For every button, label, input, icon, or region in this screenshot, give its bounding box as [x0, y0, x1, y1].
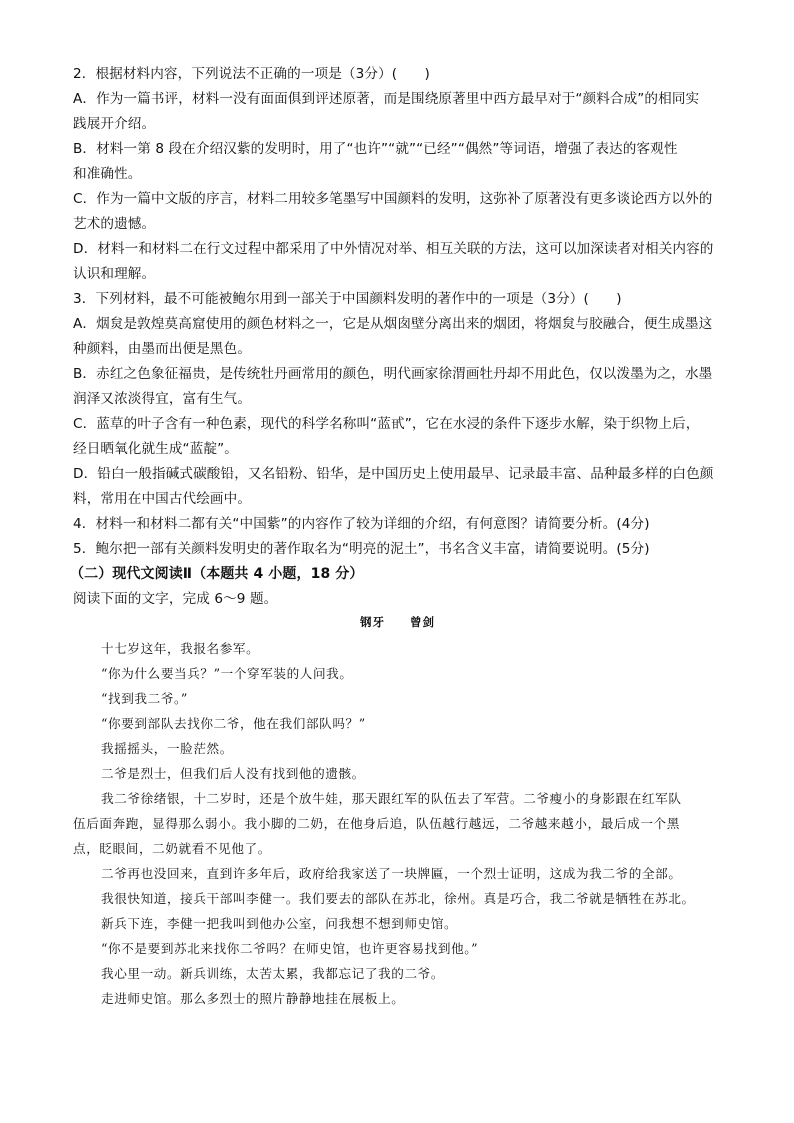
q2-option-b-line2: 和准确性。	[73, 166, 142, 182]
q3-option-a-line2: 种颜料，由墨而出便是黑色。	[73, 341, 252, 357]
q2-stem: 2．根据材料内容，下列说法不正确的一项是（3分）( )	[73, 66, 430, 82]
story-paragraph-7-line3: 点，眨眼间，二奶就看不见他了。	[73, 841, 271, 856]
story-paragraph-3: “找到我二爷。”	[101, 691, 188, 706]
section-instruction: 阅读下面的文字，完成 6～9 题。	[73, 591, 278, 607]
q3-option-b-line2: 润泽又浓淡得宜，富有生气。	[73, 391, 252, 407]
story-paragraph-7-line1: 我二爷徐绪银，十二岁时，还是个放牛娃，那天跟红军的队伍去了军营。二爷瘦小的身影跟在红军队	[101, 791, 682, 806]
story-paragraph-11: “你不是要到苏北来找你二爷吗？在师史馆，也许更容易找到他。”	[101, 941, 479, 956]
q3-option-a-line1: A．烟炱是敦煌莫高窟使用的颜色材料之一，它是从烟囱壁分离出来的烟团，将烟炱与胶融合，便生成墨这	[73, 316, 713, 332]
story-paragraph-5: 我摇摇头，一脸茫然。	[101, 741, 233, 756]
q3-stem: 3．下列材料，最不可能被鲍尔用到一部关于中国颜料发明的著作中的一项是（3分）( )	[73, 291, 622, 307]
story-paragraph-4: “你要到部队去找你二爷，他在我们部队吗？”	[101, 716, 366, 731]
story-paragraph-6: 二爷是烈士，但我们后人没有找到他的遗骸。	[101, 766, 365, 781]
q3-option-c-line2: 经日晒氧化就生成“蓝靛”。	[73, 441, 238, 457]
section-heading: （二）现代文阅读Ⅱ（本题共 4 小题，18 分）	[70, 566, 364, 582]
q5-stem: 5．鲍尔把一部有关颜料发明史的著作取名为“明亮的泥土”，书名含义丰富，请简要说明。(5分)	[73, 541, 650, 557]
story-paragraph-9: 我很快知道，接兵干部叫李健一。我们要去的部队在苏北，徐州。真是巧合，我二爷就是牺牲在苏北。	[101, 891, 695, 906]
q2-option-a-line2: 践展开介绍。	[73, 116, 156, 132]
story-paragraph-1: 十七岁这年，我报名参军。	[101, 641, 260, 656]
story-paragraph-10: 新兵下连，李健一把我叫到他办公室，问我想不想到师史馆。	[101, 916, 458, 931]
q2-option-b-line1: B．材料一第 8 段在介绍汉紫的发明时，用了“也许”“就”“已经”“偶然”等词语，增强了表达的客观性	[73, 141, 678, 157]
q3-option-b-line1: B．赤红之色象征福贵，是传统牡丹画常用的颜色，明代画家徐渭画牡丹却不用此色，仅以泼墨为之，水墨	[73, 366, 713, 382]
q4-stem: 4．材料一和材料二都有关“中国紫”的内容作了较为详细的介绍，有何意图？请简要分析。(4分)	[73, 516, 650, 532]
q3-option-d-line1: D．铅白一般指碱式碳酸铅，又名铅粉、铅华，是中国历史上使用最早、记录最丰富、品种最多样的白色颜	[73, 466, 714, 482]
story-title: 钢牙 曾剑	[360, 615, 435, 629]
q3-option-c-line1: C．蓝草的叶子含有一种色素，现代的科学名称叫“蓝甙”，它在水浸的条件下逐步水解，染于织物上后，	[73, 416, 700, 432]
q2-option-c-line1: C．作为一篇中文版的序言，材料二用较多笔墨写中国颜料的发明，这弥补了原著没有更多谈论西方以外的	[73, 191, 713, 207]
story-paragraph-8: 二爷再也没回来，直到许多年后，政府给我家送了一块牌匾，一个烈士证明，这成为我二爷的全部。	[101, 866, 682, 881]
story-paragraph-7-line2: 伍后面奔跑，显得那么弱小。我小脚的二奶，在他身后追，队伍越行越远，二爷越来越小，最后成一个黑	[73, 816, 680, 831]
q2-option-a-line1: A．作为一篇书评，材料一没有面面俱到评述原著，而是围绕原著里中西方最早对于“颜料合成”的相同实	[73, 91, 700, 107]
q3-option-d-line2: 料，常用在中国古代绘画中。	[73, 491, 252, 507]
q2-option-c-line2: 艺术的遗憾。	[73, 216, 156, 232]
q2-option-d-line1: D．材料一和材料二在行文过程中都采用了中外情况对举、相互关联的方法，这可以加深读者对相关内容的	[73, 241, 714, 257]
q2-option-d-line2: 认识和理解。	[73, 266, 156, 282]
story-paragraph-12: 我心里一动。新兵训练，太苦太累，我都忘记了我的二爷。	[101, 966, 445, 981]
story-paragraph-2: “你为什么要当兵？”一个穿军装的人问我。	[101, 666, 353, 681]
story-paragraph-13: 走进师史馆。那么多烈士的照片静静地挂在展板上。	[101, 991, 405, 1006]
